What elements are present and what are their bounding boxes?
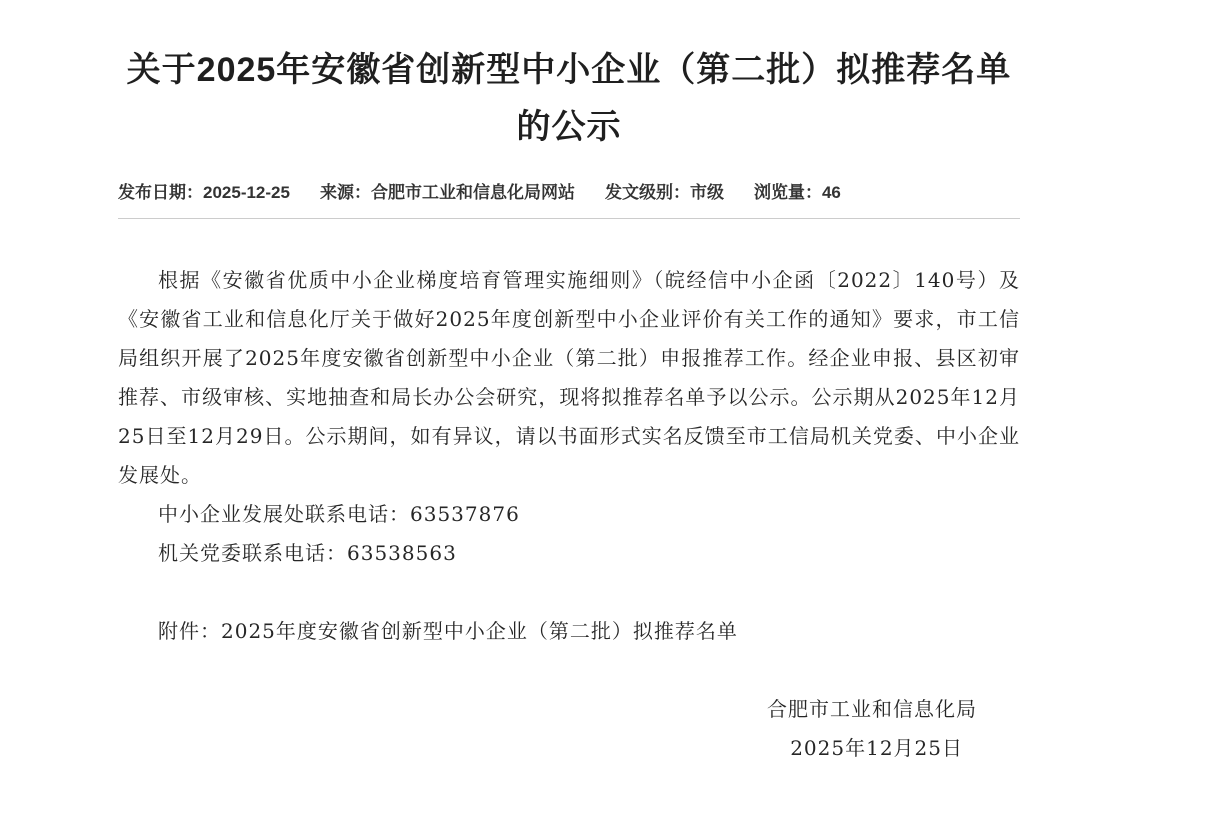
meta-source-label: 来源： (319, 183, 371, 202)
contact-phone-sme-division: 中小企业发展处联系电话：63537876 (158, 502, 520, 526)
meta-divider (118, 218, 1020, 219)
body-paragraph: 根据《安徽省优质中小企业梯度培育管理实施细则》（皖经信中小企函〔2022〕140号）及《安徽省工业和信息化厅关于做好2025年度创新型中小企业评价有关工作的通知》要求，市工信局组织开展了2025年度安徽省创新型中小企业（第二批）申报推荐工作。经企业申报、县区初审推荐、市级审核、实地抽查和局长办公会研究，现将拟推荐名单予以公示。公示期从2025年12月25日至12月29日。公示期间，如有异议，请以书面形式实名反馈至市工信局机关党委、中小企业发展处。 (118, 268, 1020, 487)
meta-views (754, 182, 841, 204)
sign-date: 2025年12月25日 (790, 736, 963, 760)
attachment-link[interactable]: 附件：2025年度安徽省创新型中小企业（第二批）拟推荐名单 (158, 619, 738, 643)
meta-publish-date-value: 2025-12-25 (203, 183, 290, 202)
contact-phone-party-committee: 机关党委联系电话：63538563 (158, 541, 457, 565)
meta-publish-date (118, 182, 290, 204)
meta-source-value: 合肥市工业和信息化局网站 (370, 183, 575, 202)
meta-source (320, 182, 575, 204)
meta-publish-date-label: 发布日期： (118, 183, 203, 202)
article-meta-row (118, 182, 1020, 204)
meta-views-label: 浏览量： (753, 183, 822, 202)
signature-block (118, 690, 1020, 768)
article-container (118, 0, 1020, 768)
meta-views-value: 46 (821, 183, 841, 202)
meta-doc-level (605, 182, 724, 204)
meta-doc-level-value: 市级 (689, 183, 724, 202)
article-body (118, 261, 1020, 768)
page-title: 关于2025年安徽省创新型中小企业（第二批）拟推荐名单的公示 (126, 51, 1012, 146)
meta-doc-level-label: 发文级别： (604, 183, 690, 202)
signer-name: 合肥市工业和信息化局 (767, 697, 977, 721)
